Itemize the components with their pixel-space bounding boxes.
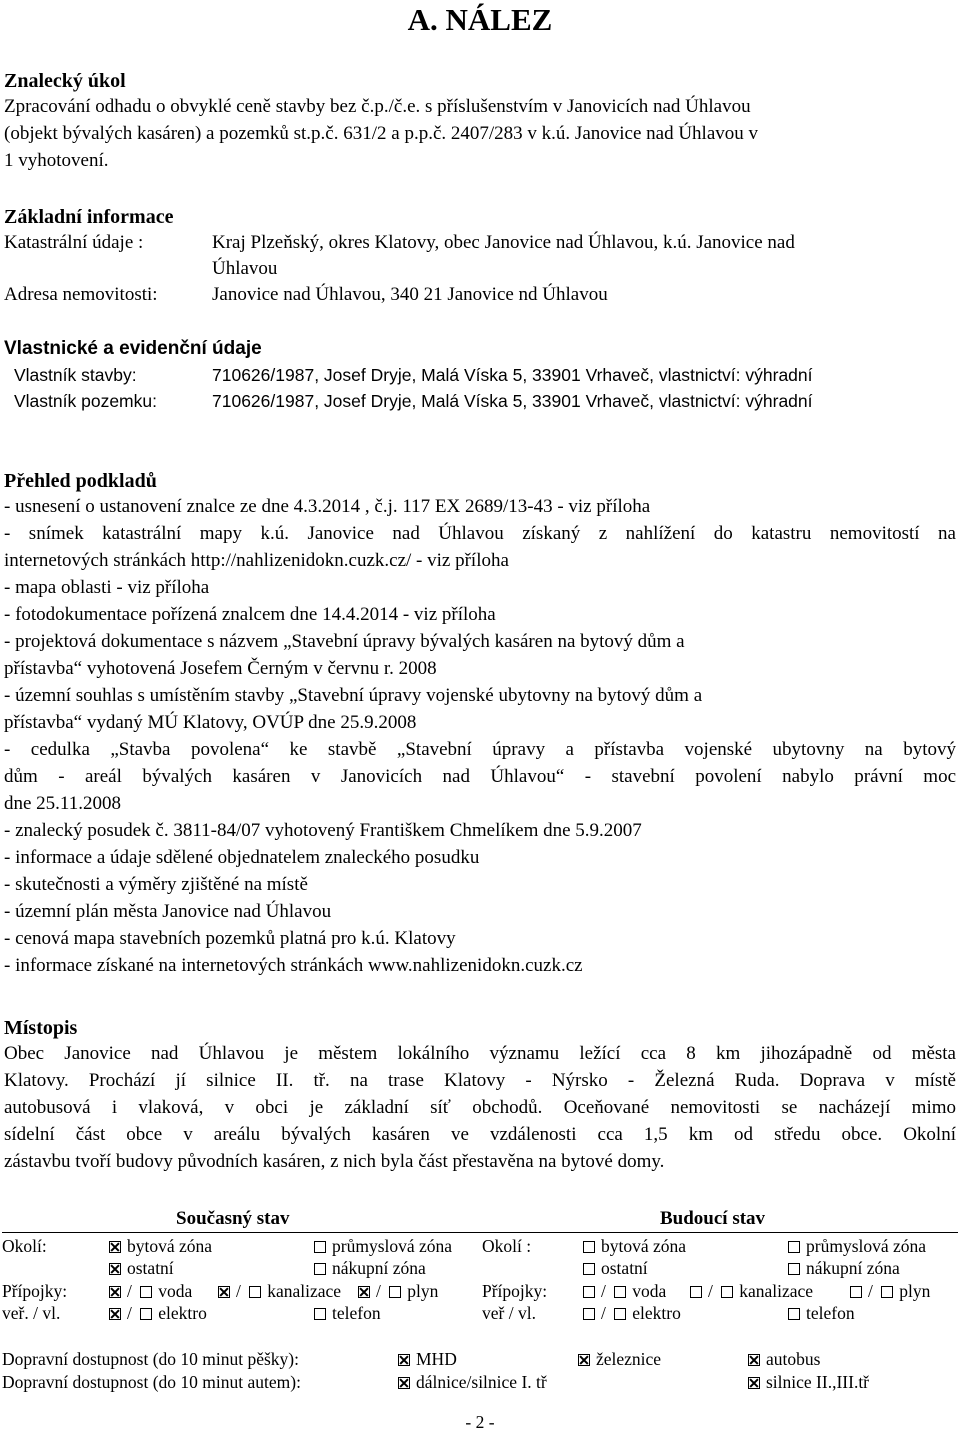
checked-box-icon: [109, 1308, 121, 1320]
future-ostatni: ostatní: [583, 1258, 648, 1279]
podklady-item: - územní plán města Janovice nad Úhlavou: [4, 901, 332, 922]
podklady-item: - územní souhlas s umístěním stavby „Stavební úpravy vojenské ubytovny na bytový dům a: [4, 685, 703, 706]
ukol-line: 1 vyhotovení.: [4, 150, 109, 171]
current-pripojky-label: Přípojky:: [2, 1281, 68, 1301]
empty-box-icon: [788, 1241, 800, 1253]
doprava-mhd: MHD: [398, 1349, 457, 1370]
empty-box-icon: [850, 1286, 862, 1298]
future-telefon: telefon: [788, 1303, 855, 1324]
podklady-item: dne 25.11.2008: [4, 793, 121, 814]
podklady-item: dům - areál bývalých kasáren v Janovicích nad Úhlavou“ - stavební povolení nabylo právní moc: [4, 766, 956, 787]
empty-box-icon: [583, 1263, 595, 1275]
empty-box-icon: [140, 1308, 152, 1320]
checked-box-icon: [398, 1377, 410, 1389]
current-okoli-label: Okolí:: [2, 1236, 47, 1256]
future-state-heading: Budoucí stav: [660, 1208, 766, 1229]
doprava-autem-label: Dopravní dostupnost (do 10 minut autem):: [2, 1372, 301, 1392]
vlastnik-stavby-value: 710626/1987, Josef Dryje, Malá Víska 5, 33901 Vrhaveč, vlastnictví: výhradní: [212, 365, 813, 385]
empty-box-icon: [314, 1308, 326, 1320]
future-kanalizace: / kanalizace: [690, 1281, 813, 1302]
future-voda: / voda: [583, 1281, 666, 1302]
future-prumyslova: průmyslová zóna: [788, 1236, 926, 1257]
current-voda: / voda: [109, 1281, 192, 1302]
current-plyn: / plyn: [358, 1281, 438, 1302]
empty-box-icon: [690, 1286, 702, 1298]
future-okoli-label: Okolí :: [482, 1236, 532, 1256]
empty-box-icon: [788, 1263, 800, 1275]
podklady-heading: Přehled podkladů: [4, 470, 157, 492]
empty-box-icon: [614, 1286, 626, 1298]
doprava-zeleznice: železnice: [578, 1349, 661, 1370]
current-kanalizace: / kanalizace: [218, 1281, 341, 1302]
podklady-item: - projektová dokumentace s názvem „Stavební úpravy bývalých kasáren na bytový dům a: [4, 631, 685, 652]
checked-box-icon: [748, 1354, 760, 1366]
future-elektro: / elektro: [583, 1303, 681, 1324]
podklady-item: - mapa oblasti - viz příloha: [4, 577, 210, 598]
future-plyn: / plyn: [850, 1281, 930, 1302]
podklady-item: - fotodokumentace pořízená znalcem dne 14.4.2014 - viz příloha: [4, 604, 496, 625]
empty-box-icon: [314, 1241, 326, 1253]
current-prumyslova: průmyslová zóna: [314, 1236, 452, 1257]
podklady-item: internetových stránkách http://nahlizenidokn.cuzk.cz/ - viz příloha: [4, 550, 509, 571]
podklady-item: - informace získané na internetových stránkách www.nahlizenidokn.cuzk.cz: [4, 955, 583, 976]
ukol-line: Zpracování odhadu o obvyklé ceně stavby bez č.p./č.e. s příslušenstvím v Janovicích nad Úhlavou: [4, 96, 751, 117]
doprava-pesky-label: Dopravní dostupnost (do 10 minut pěšky):: [2, 1349, 299, 1369]
zakladni-heading: Základní informace: [4, 206, 174, 228]
checked-box-icon: [109, 1241, 121, 1253]
empty-box-icon: [140, 1286, 152, 1298]
ukol-line: (objekt bývalých kasáren) a pozemků st.p.č. 631/2 a p.p.č. 2407/283 v k.ú. Janovice nad Úhlavou v: [4, 123, 759, 144]
empty-box-icon: [881, 1286, 893, 1298]
doprava-dalnice: dálnice/silnice I. tř: [398, 1372, 547, 1393]
podklady-item: - skutečnosti a výměry zjištěné na místě: [4, 874, 308, 895]
mistopis-line: autobusová i vlaková, v obci je základní síť obchodů. Oceňované nemovitosti se nacházejí mimo: [4, 1097, 956, 1118]
adresa-label: Adresa nemovitosti:: [4, 284, 158, 305]
checked-box-icon: [358, 1286, 370, 1298]
katastr-label: Katastrální údaje :: [4, 232, 144, 253]
vlastnik-stavby-label: Vlastník stavby:: [14, 365, 137, 385]
mistopis-line: Obec Janovice nad Úhlavou je městem lokálního významu ležící cca 8 km jihozápadně od města: [4, 1043, 956, 1064]
checked-box-icon: [109, 1286, 121, 1298]
adresa-value: Janovice nad Úhlavou, 340 21 Janovice nd Úhlavou: [212, 284, 608, 305]
empty-box-icon: [583, 1308, 595, 1320]
empty-box-icon: [583, 1286, 595, 1298]
ukol-heading: Znalecký úkol: [4, 70, 126, 92]
podklady-item: - snímek katastrální mapy k.ú. Janovice nad Úhlavou získaný z nahlížení do katastru nemovitostí na: [4, 523, 956, 544]
current-telefon: telefon: [314, 1303, 381, 1324]
current-state-heading: Současný stav: [176, 1208, 290, 1229]
mistopis-line: sídelní část obce v areálu bývalých kasáren ve vzdálenosti cca 1,5 km od středu obce. Okolní: [4, 1124, 956, 1145]
podklady-item: přístavba“ vydaný MÚ Klatovy, OVÚP dne 25.9.2008: [4, 712, 417, 733]
vlastnik-pozemku-value: 710626/1987, Josef Dryje, Malá Víska 5, 33901 Vrhaveč, vlastnictví: výhradní: [212, 391, 813, 411]
future-ver-label: veř / vl.: [482, 1303, 536, 1323]
mistopis-line: zástavbu tvoří budovy původních kasáren, z nich byla část přestavěna na bytové domy.: [4, 1151, 665, 1172]
doprava-autobus: autobus: [748, 1349, 820, 1370]
empty-box-icon: [788, 1308, 800, 1320]
empty-box-icon: [721, 1286, 733, 1298]
vlastnicke-heading: Vlastnické a evidenční údaje: [4, 338, 262, 359]
empty-box-icon: [614, 1308, 626, 1320]
podklady-item: - informace a údaje sdělené objednatelem znaleckého posudku: [4, 847, 480, 868]
podklady-item: - cenová mapa stavebních pozemků platná pro k.ú. Klatovy: [4, 928, 456, 949]
doprava-silnice: silnice II.,III.tř: [748, 1372, 869, 1393]
podklady-item: - usnesení o ustanovení znalce ze dne 4.3.2014 , č.j. 117 EX 2689/13-43 - viz příloha: [4, 496, 651, 517]
vlastnik-pozemku-label: Vlastník pozemku:: [14, 391, 157, 411]
current-nakupni: nákupní zóna: [314, 1258, 426, 1279]
checked-box-icon: [109, 1263, 121, 1275]
table-rule: [2, 1232, 958, 1233]
empty-box-icon: [314, 1263, 326, 1275]
page-title: A. NÁLEZ: [407, 2, 553, 37]
checked-box-icon: [578, 1354, 590, 1366]
podklady-item: - cedulka „Stavba povolena“ ke stavbě „Stavební úpravy a přístavba vojenské ubytovny na bytový: [4, 739, 956, 760]
mistopis-line: Klatovy. Prochází jí silnice II. tř. na trase Klatovy - Nýrsko - Železná Ruda. Doprava v místě: [4, 1070, 956, 1091]
future-bytova: bytová zóna: [583, 1236, 686, 1257]
checked-box-icon: [748, 1377, 760, 1389]
future-nakupni: nákupní zóna: [788, 1258, 900, 1279]
empty-box-icon: [583, 1241, 595, 1253]
current-elektro: / elektro: [109, 1303, 207, 1324]
podklady-item: - znalecký posudek č. 3811-84/07 vyhotovený Františkem Chmelíkem dne 5.9.2007: [4, 820, 642, 841]
current-bytova: bytová zóna: [109, 1236, 212, 1257]
katastr-value: Kraj Plzeňský, okres Klatovy, obec Janovice nad Úhlavou, k.ú. Janovice nad: [212, 232, 795, 253]
katastr-value: Úhlavou: [212, 258, 278, 279]
empty-box-icon: [389, 1286, 401, 1298]
current-ostatni: ostatní: [109, 1258, 174, 1279]
current-ver-label: veř. / vl.: [2, 1303, 61, 1323]
empty-box-icon: [249, 1286, 261, 1298]
page-number: - 2 -: [465, 1412, 495, 1432]
checked-box-icon: [398, 1354, 410, 1366]
mistopis-heading: Místopis: [4, 1017, 78, 1039]
podklady-item: přístavba“ vyhotovená Josefem Černým v červnu r. 2008: [4, 658, 437, 679]
future-pripojky-label: Přípojky:: [482, 1281, 548, 1301]
checked-box-icon: [218, 1286, 230, 1298]
